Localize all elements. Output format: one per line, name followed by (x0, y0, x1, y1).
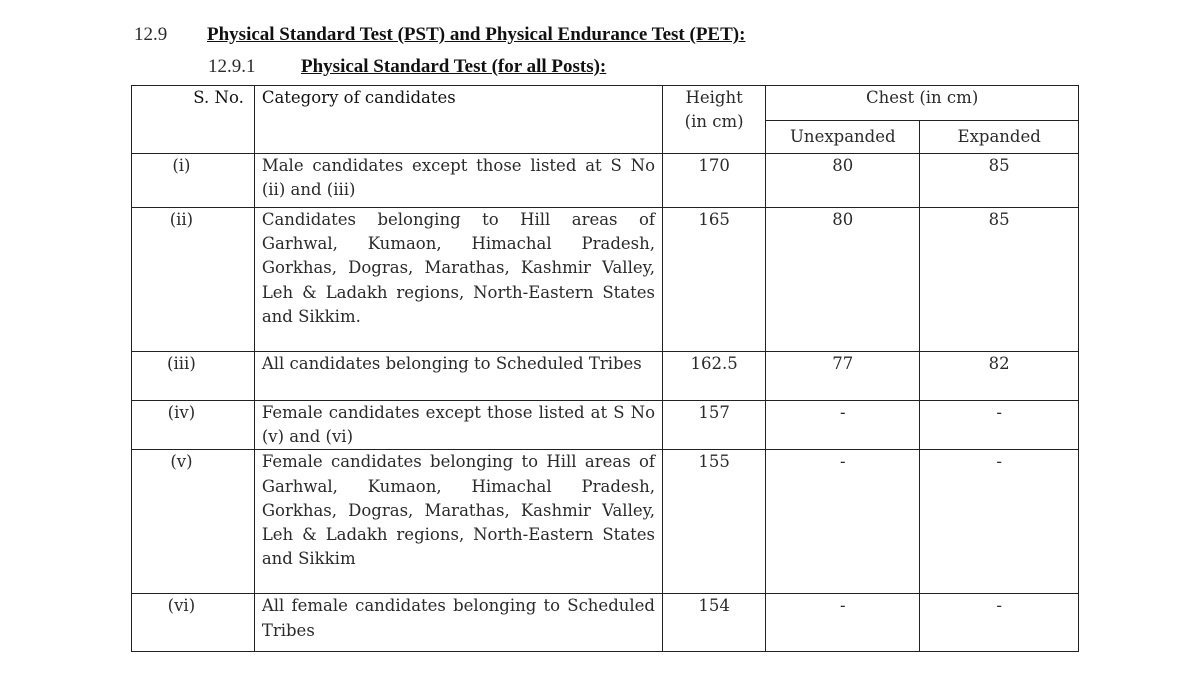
header-expanded: Expanded (920, 121, 1079, 154)
table-row (132, 450, 1079, 594)
row-category: Male candidates except those listed at S No (ii) and (iii) (254, 154, 662, 208)
subsection-title: Physical Standard Test (for all Posts): (301, 56, 607, 77)
table-row (132, 594, 1079, 652)
header-unexpanded: Unexpanded (766, 121, 920, 154)
header-sno: S. No. (132, 86, 255, 154)
row-category: Candidates belonging to Hill areas of Garhwal, Kumaon, Himachal Pradesh, Gorkhas, Dogras, Marathas, Kashmir Valley, Leh & Ladakh regions, North-Eastern States and Sikkim. (254, 208, 662, 352)
table-row (132, 401, 1079, 450)
row-category: Female candidates belonging to Hill areas of Garhwal, Kumaon, Himachal Pradesh, Gorkhas, Dogras, Marathas, Kashmir Valley, Leh & Ladakh regions, North-Eastern States and Sikkim (254, 450, 662, 594)
header-height (663, 86, 766, 154)
row-chest-expanded: - (920, 401, 1079, 450)
row-height: 157 (663, 401, 766, 450)
section-number: 12.9 (134, 24, 168, 45)
row-chest-expanded: - (920, 594, 1079, 652)
header-category: Category of candidates (254, 86, 662, 154)
row-sno: (vi) (132, 594, 255, 652)
section-title: Physical Standard Test (PST) and Physical Endurance Test (PET): (207, 24, 746, 45)
row-category: All candidates belonging to Scheduled Tribes (254, 352, 662, 401)
row-sno: (iii) (132, 352, 255, 401)
row-chest-expanded: 85 (920, 208, 1079, 352)
subsection-number: 12.9.1 (208, 56, 256, 77)
row-sno: (v) (132, 450, 255, 594)
row-height: 170 (663, 154, 766, 208)
subsection-heading (208, 56, 606, 78)
table-row (132, 208, 1079, 352)
row-category: Female candidates except those listed at S No (v) and (vi) (254, 401, 662, 450)
row-category: All female candidates belonging to Scheduled Tribes (254, 594, 662, 652)
physical-standard-table (131, 85, 1079, 652)
row-sno: (iv) (132, 401, 255, 450)
row-height: 155 (663, 450, 766, 594)
table-header-row (132, 86, 1079, 121)
table-row (132, 352, 1079, 401)
section-heading (134, 24, 745, 46)
header-chest: Chest (in cm) (766, 86, 1079, 121)
table-row (132, 154, 1079, 208)
row-chest-unexpanded: 80 (766, 208, 920, 352)
row-chest-unexpanded: - (766, 594, 920, 652)
row-chest-unexpanded: 77 (766, 352, 920, 401)
header-height-line2: (in cm) (684, 112, 744, 132)
row-chest-expanded: 82 (920, 352, 1079, 401)
row-chest-expanded: 85 (920, 154, 1079, 208)
row-chest-unexpanded: 80 (766, 154, 920, 208)
row-sno: (i) (132, 154, 255, 208)
row-height: 165 (663, 208, 766, 352)
header-height-line1: Height (685, 88, 743, 107)
row-chest-unexpanded: - (766, 450, 920, 594)
row-chest-unexpanded: - (766, 401, 920, 450)
row-chest-expanded: - (920, 450, 1079, 594)
row-height: 154 (663, 594, 766, 652)
row-sno: (ii) (132, 208, 255, 352)
row-height: 162.5 (663, 352, 766, 401)
